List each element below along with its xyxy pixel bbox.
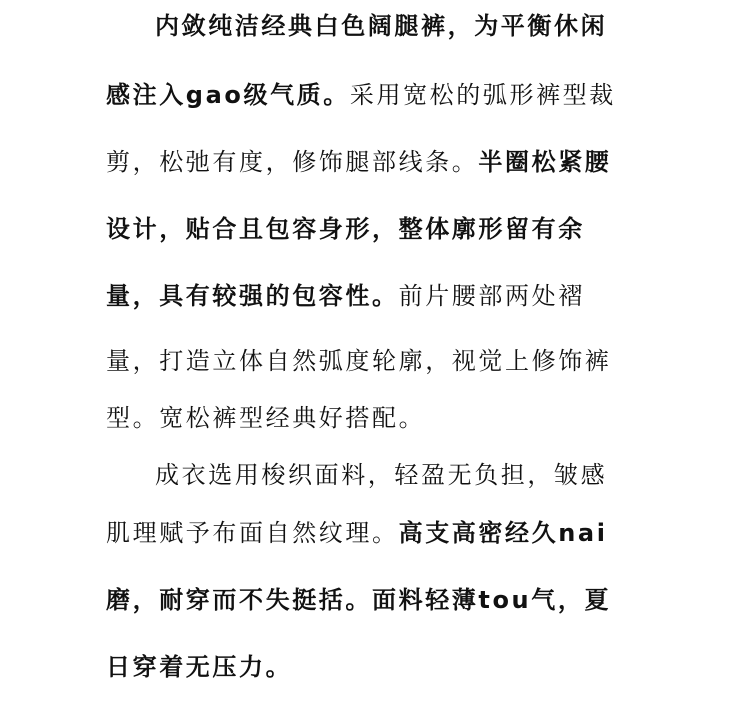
emphasis-text: 高支高密经久nai <box>398 519 608 547</box>
paragraph-1-line-1: 内敛纯洁经典白色阔腿裤，为平衡休闲 <box>155 12 608 40</box>
emphasis-text: 半圈松紧腰 <box>478 148 612 176</box>
paragraph-1-line-5 <box>106 280 666 312</box>
paragraph-2-line-1: 成衣选用梭织面料，轻盈无负担，皱感 <box>155 461 608 489</box>
body-text: 剪，松弛有度，修饰腿部线条。 <box>106 148 479 176</box>
paragraph-1-line-4: 设计，贴合且包容身形，整体廓形留有余 <box>106 215 585 243</box>
paragraph-2-line-2 <box>106 517 666 549</box>
emphasis-text: 量，具有较强的包容性。 <box>106 282 399 310</box>
body-text: 前片腰部两处褶 <box>398 282 585 310</box>
emphasis-text: 感注入gao级气质。 <box>106 81 350 109</box>
paragraph-2-line-4: 日穿着无压力。 <box>106 653 293 681</box>
body-text: 肌理赋予布面自然纹理。 <box>106 519 399 547</box>
paragraph-1-line-7: 型。宽松裤型经典好搭配。 <box>106 404 426 432</box>
paragraph-1-line-6: 量，打造立体自然弧度轮廓，视觉上修饰裤 <box>106 347 612 375</box>
paragraph-1-line-3 <box>106 146 666 178</box>
paragraph-1-line-2 <box>106 79 666 111</box>
body-text: 采用宽松的弧形裤型裁 <box>349 81 616 109</box>
paragraph-2-line-3: 磨，耐穿而不失挺括。面料轻薄tou气，夏 <box>106 586 612 614</box>
